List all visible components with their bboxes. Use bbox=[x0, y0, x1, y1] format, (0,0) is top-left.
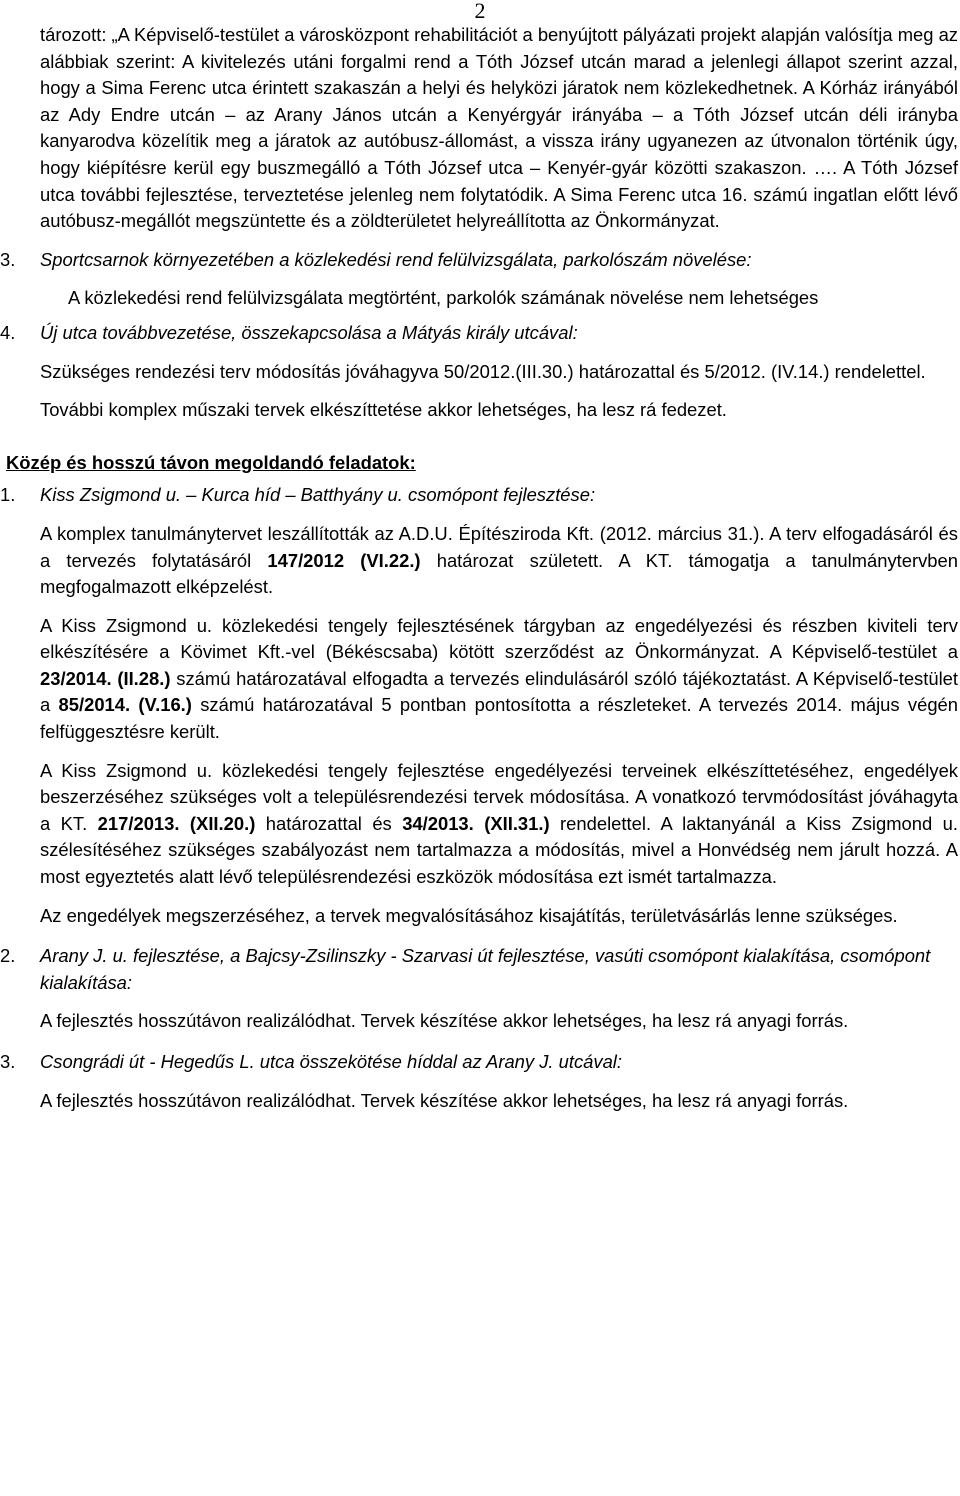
section-heading: Közép és hosszú távon megoldandó feladatok: bbox=[6, 451, 416, 473]
item1-paragraph-2: A Kiss Zsigmond u. közlekedési tengely fejlesztésének tárgyban az engedélyezési és részben kiviteli terv elkészítésére a Kövimet Kft.-vel (Békéscsaba) kötött szerződést az Önkormányzat. A Képviselő-testület a 23/2014. (II.28.) számú határozatával elfogadta a tervezés elindulásáról szóló tájékoztatást. A Képviselő-testület a 85/2014. (V.16.) számú határozatával 5 pontban pontosította a részleteket. A tervezés 2014. május végén felfüggesztésre került. bbox=[40, 614, 959, 743]
list-item-kiss-zsigmond bbox=[0, 482, 958, 509]
item1-paragraph-1: A komplex tanulmánytervet leszállították az A.D.U. Építésziroda Kft. (2012. március 31.). A terv elfogadásáról és a tervezés folytatásáról 147/2012 (VI.22.) határozat született. A KT. támogatja a tanulmánytervben megfogalmazott elképzelést. bbox=[40, 522, 958, 598]
list-item-body: Szükséges rendezési terv módosítás jóváhagyva 50/2012.(III.30.) határozattal és 5/2012. (IV.14.) rendelettel. bbox=[40, 360, 926, 382]
document-body bbox=[0, 22, 959, 1114]
list-item-csongradi-ut bbox=[0, 1049, 958, 1076]
list-number: 4. bbox=[0, 321, 16, 343]
list-item-uj-utca bbox=[0, 320, 958, 347]
list-item-title: Csongrádi út - Hegedűs L. utca összekötése híddal az Arany J. utcával: bbox=[40, 1051, 623, 1072]
list-item-sportcsarnok bbox=[0, 247, 958, 274]
list-item-title: Új utca továbbvezetése, összekapcsolása a Mátyás király utcával: bbox=[40, 321, 578, 343]
item1-paragraph-3: A Kiss Zsigmond u. közlekedési tengely fejlesztése engedélyezési terveinek elkészíttetéséhez, engedélyek beszerzéséhez szükséges volt a településrendezési tervek módosítása. A vonatkozó tervmódosítást jóváhagyta a KT. 217/2013. (XII.20.) határozattal és 34/2013. (XII.31.) rendelettel. A laktanyánál a Kiss Zsigmond u. szélesítéséhez szükséges szabályozást nem tartalmazza a módosítás, mivel a Honvédség nem járult hozzá. A most egyeztetés alatt lévő településrendezési eszközök módosítása ezt ismét tartalmazza. bbox=[40, 759, 958, 888]
list-number: 2. bbox=[0, 945, 16, 967]
list-number: 3. bbox=[0, 248, 16, 270]
list-item-title: Arany J. u. fejlesztése, a Bajcsy-Zsilinszky - Szarvasi út fejlesztése, vasúti csomópont kialakítása, csomópont kialakítása: bbox=[40, 945, 931, 993]
intro-paragraph: tározott: „A Képviselő-testület a városközpont rehabilitációt a benyújtott pályázati projekt alapján valósítja meg az alábbiak szerint: A kivitelezés utáni forgalmi rend a Tóth József utcán marad a jelenlegi állapot szerint azzal, hogy a Sima Ferenc utca érintett szakaszán a helyi és helyközi járatok nem közlekedhetnek. A Kórház irányából az Ady Endre utcán – az Arany János utcán a Kenyérgyár irányába – a Tóth József utcán déli irányba kanyarodva közelítik meg a járatok az autóbusz-állomást, a vissza irány ugyanezen az útvonalon történik úgy, hogy kiépítésre kerül egy buszmegálló a Tóth József utca – Kenyér-gyár közötti szakaszon. …. A Tóth József utca további fejlesztése, terveztetése jelenleg nem folytatódik. A Sima Ferenc utca 16. számú ingatlan előtt lévő autóbusz-megállót megszüntette és a zöldterületet helyreállította az Önkormányzat. bbox=[40, 24, 958, 232]
item1-paragraph-4: Az engedélyek megszerzéséhez, a tervek megvalósításához kisajátítás, területvásárlás lenne szükséges. bbox=[40, 904, 898, 926]
list-item-title: Sportcsarnok környezetében a közlekedési rend felülvizsgálata, parkolószám növelése: bbox=[40, 248, 752, 270]
list-item-body: A fejlesztés hosszútávon realizálódhat. Tervek készítése akkor lehetséges, ha lesz rá anyagi forrás. bbox=[40, 1089, 849, 1111]
list-item-arany-j bbox=[0, 943, 958, 996]
list-item-body: A közlekedési rend felülvizsgálata megtörtént, parkolók számának növelése nem lehetséges bbox=[68, 287, 819, 309]
list-number: 1. bbox=[0, 484, 16, 506]
list-item-body: A fejlesztés hosszútávon realizálódhat. Tervek készítése akkor lehetséges, ha lesz rá anyagi forrás. bbox=[40, 1010, 849, 1032]
page-number: 2 bbox=[474, 0, 486, 23]
list-item-body: További komplex műszaki tervek elkészíttetése akkor lehetséges, ha lesz rá fedezet. bbox=[40, 399, 727, 421]
list-item-title: Kiss Zsigmond u. – Kurca híd – Batthyány u. csomópont fejlesztése: bbox=[40, 484, 596, 506]
list-number: 3. bbox=[0, 1051, 16, 1072]
